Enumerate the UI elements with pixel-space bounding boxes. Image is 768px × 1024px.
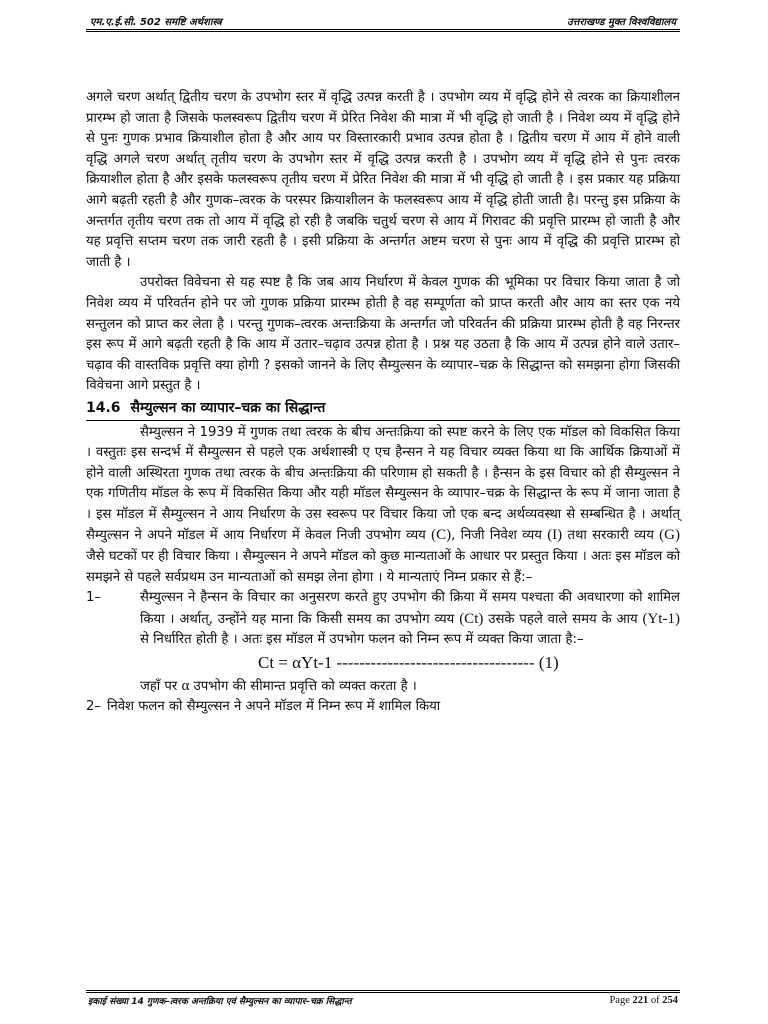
page-footer	[86, 990, 680, 1008]
assumption-2	[86, 697, 680, 718]
paragraph-1: अगले चरण अर्थात् द्वितीय चरण के उपभोग स्तर में वृद्धि उत्पन्न करती है । उपभोग व्यय में वृद्धि होने से त्वरक का क्रियाशीलन प्रारम्भ हो जाता है जिसके फलस्वरूप द्वितीय चरण में प्रेरित निवेश की मात्रा में भी वृद्धि हो जाती है । निवेश व्यय में वृद्धि होने से पुनः गुणक प्रभाव क्रियाशील होता है और आय पर विस्तारकारी प्रभाव उत्पन्न होता है । द्वितीय चरण में आय में होने वाली वृद्धि अगले चरण अर्थात् तृतीय चरण के उपभोग स्तर में वृद्धि उत्पन्न करती है । उपभोग व्यय में वृद्धि होने से पुनः त्वरक क्रियाशील होता है और इसके फलस्वरूप तृतीय चरण में प्रेरित निवेश की मात्रा में भी वृद्धि हो जाती है । इस प्रकार यह प्रक्रिया आगे बढ़ती रहती है और गुणक–त्वरक के परस्पर क्रियाशीलन के फलस्वरूप आय में वृद्धि होती जाती है। परन्तु इस प्रक्रिया के अन्तर्गत तृतीय चरण तक तो आय में वृद्धि हो रही है जबकि चतुर्थ चरण से आय में गिरावट की प्रवृत्ति प्रारम्भ हो जाती है और यह प्रवृत्ति सप्तम चरण तक जारी रहती है । इसी प्रक्रिया के अन्तर्गत अष्टम चरण से पुनः आय में वृद्धि की प्रवृत्ति प्रारम्भ हो जाती है ।	[86, 90, 680, 270]
paragraph-3-text-b: , निजी निवेश व्यय	[451, 528, 542, 544]
assumption-2-number: 2–	[86, 699, 101, 715]
page-body	[86, 88, 680, 718]
alpha-explanation-a: जहाँ पर	[140, 678, 178, 694]
symbol-ct: (Ct)	[459, 610, 484, 627]
header-course-title: एम.ए.ई.सी. 502 समष्टि अर्थशास्त्र	[90, 17, 222, 28]
paragraph-3-text-c: तथा सरकारी व्यय	[567, 528, 654, 544]
symbol-alpha: α	[181, 677, 190, 694]
assumption-1-text-c: से निर्धारित होती है । अतः इस मॉडल में उपभोग फलन को निम्न रूप में व्यक्त किया जाता है:–	[140, 632, 584, 648]
paragraph-3	[86, 423, 680, 589]
paragraph-3-text-a: सैम्युल्सन ने 1939 में गुणक तथा त्वरक के बीच अन्तःक्रिया को स्पष्ट करने के लिए एक मॉडल को विकसित किया । वस्तुतः इस सन्दर्भ में सैम्युल्सन से पहले एक अर्थशास्त्री ए एच हैन्सन ने यह विचार व्यक्त किया था कि आर्थिक क्रियाओं में होने वाली अस्थिरता गुणक तथा त्वरक के बीच अन्तःक्रिया की परिणाम हो सकती है । हैन्सन के इस विचार को ही सैम्युल्सन ने एक गणितीय मॉडल के रूप में विकसित किया और यही मॉडल सैम्युल्सन के व्यापार–चक्र के सिद्धान्त के रूप में जाना जाता है । इस मॉडल में सैम्युल्सन ने आय निर्धारण के उस स्वरूप पर विचार किया जो एक बन्द अर्थव्यवस्था से सम्बन्धित है । अर्थात् सैम्युल्सन ने अपने मॉडल में आय निर्धारण में केवल निजी उपभोग व्यय	[86, 424, 680, 544]
current-page: 221	[632, 995, 649, 1006]
header-university-name: उत्तराखण्ड मुक्त विश्वविद्यालय	[567, 17, 676, 28]
symbol-c: (C)	[431, 527, 452, 544]
footer-unit-title: इकाई संख्या 14 गुणक–त्वरक अन्तक्रिया एवं सैम्युल्सन का व्यापार–चक्र सिद्धान्त	[88, 997, 352, 1007]
alpha-explanation	[86, 676, 680, 698]
assumption-1-text-b: उसके पहले वाले समय के आय	[488, 611, 638, 627]
assumption-1-text-a: सैम्युल्सन ने हैन्सन के विचार का अनुसरण करते हुए उपभोग की क्रिया में समय पश्चता की अवधारणा को शामिल किया । अर्थात्, उन्होंने यह माना कि किसी समय का उपभोग व्यय	[140, 590, 680, 627]
assumption-1	[86, 588, 680, 651]
alpha-explanation-b: उपभोग की सीमान्त प्रवृत्ति को व्यक्त करता है ।	[193, 678, 417, 694]
assumption-1-number: 1–	[86, 590, 101, 606]
paragraph-2: उपरोक्त विवेचना से यह स्पष्ट है कि जब आय निर्धारण में केवल गुणक की भूमिका पर विचार किया जाता है जो निवेश व्यय में परिवर्तन होने पर जो गुणक प्रक्रिया प्रारम्भ होती है वह सम्पूर्णता को प्राप्त करती और आय का स्तर एक नये सन्तुलन को प्राप्त कर लेता है । परन्तु गुणक–त्वरक अन्तःक्रिया के अन्तर्गत जो परिवर्तन की प्रक्रिया प्रारम्भ होती है वह निरन्तर इस रूप में आगे बढ़ती रहती है कि आय में उतार–चढ़ाव उत्पन्न होता है । प्रश्न यह उठता है कि आय में उत्पन्न होने वाले उतार–चढ़ाव की वास्तविक प्रवृत्ति क्या होगी ? इसको जानने के लिए सैम्युल्सन के व्यापार–चक्र के सिद्धान्त को समझना होगा जिसकी विवेचना आगे प्रस्तुत है ।	[86, 275, 680, 394]
symbol-i: (I)	[547, 527, 563, 544]
assumption-2-text: निवेश फलन को सैम्युल्सन ने अपने मॉडल में निम्न रूप में शामिल किया	[106, 699, 441, 715]
page-label: Page	[609, 995, 630, 1006]
paragraph-3-text-d: जैसे घटकों पर ही विचार किया । सैम्युल्सन ने अपने मॉडल को कुछ मान्यताओं के आधार पर प्रस्तुत किया । अतः इस मॉडल को समझने से पहले सर्वप्रथम उन मान्यताओं को समझ लेना होगा । ये मान्यताएं निम्न प्रकार से हैं:–	[86, 549, 680, 585]
section-heading	[86, 398, 680, 421]
symbol-yt-1: (Yt-1)	[642, 610, 680, 627]
of-label: of	[650, 995, 660, 1006]
page-number	[609, 995, 678, 1006]
total-pages: 254	[662, 995, 678, 1006]
symbol-g: (G)	[659, 527, 680, 544]
section-title: सैम्युल्सन का व्यापार–चक्र का सिद्धान्त	[130, 399, 326, 416]
page-header	[86, 13, 680, 32]
consumption-function-formula: Ct = αYt-1 ----------------------------------- (1)	[258, 653, 559, 673]
section-number: 14.6	[86, 399, 121, 416]
assumption-1-text	[140, 588, 680, 651]
